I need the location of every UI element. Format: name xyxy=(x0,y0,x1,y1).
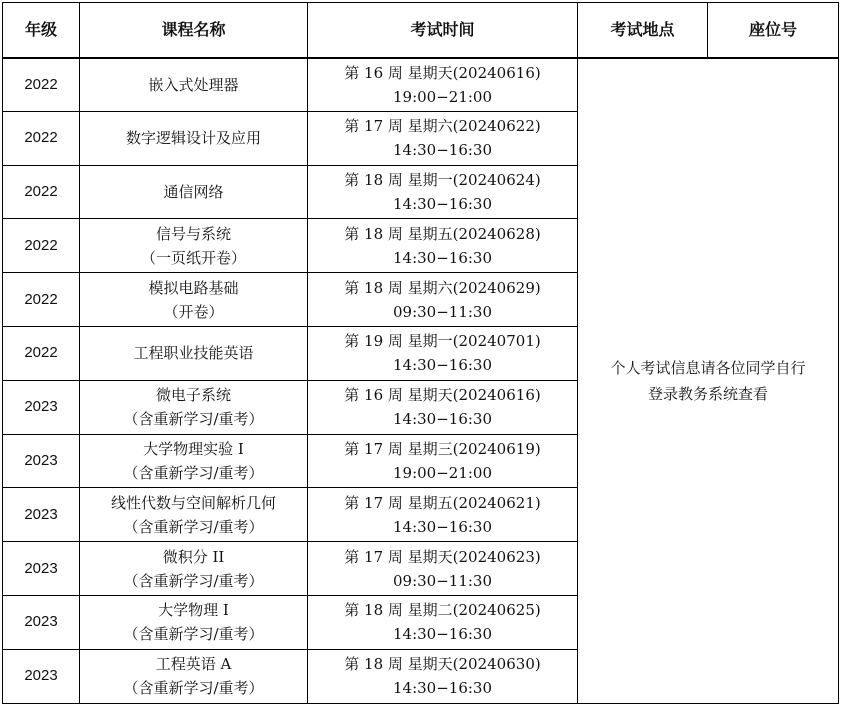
exam-time-cell xyxy=(308,165,578,219)
exam-date: 第 18 周 星期六(20240629) xyxy=(344,278,541,297)
exam-time-cell xyxy=(308,595,578,649)
exam-time-cell xyxy=(308,380,578,434)
exam-hours: 14:30−16:30 xyxy=(392,679,493,698)
exam-date: 第 17 周 星期六(20240622) xyxy=(344,117,541,136)
exam-hours: 14:30−16:30 xyxy=(392,356,493,375)
exam-time-cell xyxy=(308,219,578,273)
exam-date: 第 17 周 星期天(20240623) xyxy=(344,547,541,566)
course-name-cell xyxy=(80,595,308,649)
grade-cell: 2022 xyxy=(3,111,80,165)
course-name: 工程英语 A xyxy=(155,655,232,674)
course-note: （含重新学习/重考） xyxy=(123,410,264,429)
exam-schedule-sheet xyxy=(2,2,838,704)
course-note: （含重新学习/重考） xyxy=(123,625,264,644)
course-note: （一页纸开卷） xyxy=(140,248,246,267)
course-name: 数字逻辑设计及应用 xyxy=(125,129,261,148)
header-course-name: 课程名称 xyxy=(80,3,308,58)
course-name-cell xyxy=(80,273,308,327)
course-name: 工程职业技能英语 xyxy=(133,344,254,363)
course-name-cell xyxy=(80,58,308,112)
exam-time-cell xyxy=(308,649,578,703)
course-name-cell xyxy=(80,649,308,703)
course-name-cell xyxy=(80,380,308,434)
course-name: 模拟电路基础 xyxy=(148,278,239,297)
grade-cell: 2022 xyxy=(3,165,80,219)
course-note: （开卷） xyxy=(163,302,224,321)
exam-hours: 19:00−21:00 xyxy=(392,87,493,106)
grade-cell: 2022 xyxy=(3,219,80,273)
course-name-cell xyxy=(80,488,308,542)
exam-date: 第 19 周 星期一(20240701) xyxy=(344,332,541,351)
course-name: 嵌入式处理器 xyxy=(148,75,239,94)
course-name-cell xyxy=(80,219,308,273)
exam-time-cell xyxy=(308,326,578,380)
grade-cell: 2022 xyxy=(3,273,80,327)
exam-date: 第 18 周 星期天(20240630) xyxy=(344,655,541,674)
grade-cell: 2023 xyxy=(3,595,80,649)
course-name-cell xyxy=(80,111,308,165)
course-name: 微电子系统 xyxy=(155,386,231,405)
exam-date: 第 17 周 星期五(20240621) xyxy=(344,493,541,512)
exam-hours: 14:30−16:30 xyxy=(392,517,493,536)
course-name-cell xyxy=(80,165,308,219)
grade-cell: 2023 xyxy=(3,488,80,542)
header-row xyxy=(3,3,839,58)
course-name: 微积分 II xyxy=(162,547,225,566)
exam-date: 第 18 周 星期五(20240628) xyxy=(344,224,541,243)
course-name: 线性代数与空间解析几何 xyxy=(110,493,276,512)
exam-time-cell xyxy=(308,542,578,596)
grade-cell: 2022 xyxy=(3,58,80,112)
exam-date: 第 17 周 星期三(20240619) xyxy=(344,439,541,458)
exam-time-cell xyxy=(308,434,578,488)
exam-hours: 09:30−11:30 xyxy=(392,302,493,321)
exam-hours: 19:00−21:00 xyxy=(392,463,493,482)
course-name: 大学物理 I xyxy=(158,601,229,620)
exam-hours: 14:30−16:30 xyxy=(392,410,493,429)
course-note: （含重新学习/重考） xyxy=(123,517,264,536)
course-name: 信号与系统 xyxy=(155,224,231,243)
header-exam-location: 考试地点 xyxy=(578,3,708,58)
exam-time-cell xyxy=(308,488,578,542)
exam-hours: 14:30−16:30 xyxy=(392,194,493,213)
table-row xyxy=(3,58,839,112)
grade-cell: 2022 xyxy=(3,326,80,380)
course-name: 通信网络 xyxy=(163,182,224,201)
grade-cell: 2023 xyxy=(3,649,80,703)
exam-date: 第 18 周 星期一(20240624) xyxy=(344,170,541,189)
header-seat-number: 座位号 xyxy=(708,3,839,58)
exam-date: 第 16 周 星期天(20240616) xyxy=(344,386,541,405)
course-name-cell xyxy=(80,434,308,488)
exam-date: 第 16 周 星期天(20240616) xyxy=(344,63,541,82)
exam-hours: 14:30−16:30 xyxy=(392,248,493,267)
course-name-cell xyxy=(80,542,308,596)
exam-hours: 09:30−11:30 xyxy=(392,571,493,590)
exam-time-cell xyxy=(308,111,578,165)
course-note: （含重新学习/重考） xyxy=(123,463,264,482)
course-note: （含重新学习/重考） xyxy=(123,679,264,698)
exam-hours: 14:30−16:30 xyxy=(392,141,493,160)
header-grade: 年级 xyxy=(3,3,80,58)
course-name-cell xyxy=(80,326,308,380)
note-line: 个人考试信息请各位同学自行 xyxy=(610,358,806,377)
table-body xyxy=(3,58,839,704)
grade-cell: 2023 xyxy=(3,542,80,596)
course-note: （含重新学习/重考） xyxy=(123,571,264,590)
exam-schedule-table xyxy=(2,2,839,704)
note-line: 登录教务系统查看 xyxy=(647,384,768,403)
grade-cell: 2023 xyxy=(3,434,80,488)
exam-time-cell xyxy=(308,58,578,112)
exam-date: 第 18 周 星期二(20240625) xyxy=(344,601,541,620)
grade-cell: 2023 xyxy=(3,380,80,434)
course-name: 大学物理实验 I xyxy=(143,439,244,458)
header-exam-time: 考试时间 xyxy=(308,3,578,58)
exam-time-cell xyxy=(308,273,578,327)
location-seat-merged-note xyxy=(578,58,839,704)
exam-hours: 14:30−16:30 xyxy=(392,625,493,644)
